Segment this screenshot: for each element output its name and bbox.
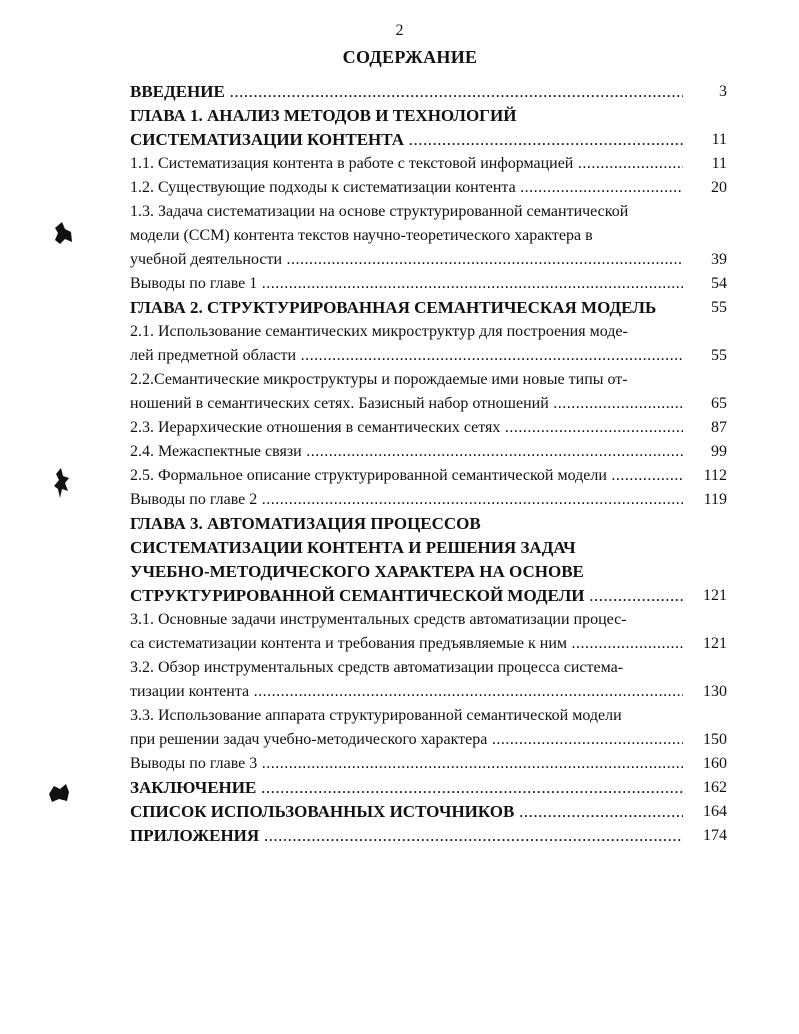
toc-entry	[130, 464, 727, 488]
toc-page-number: 99	[711, 443, 727, 460]
toc-entry	[130, 824, 727, 848]
toc-entry-text	[130, 176, 683, 200]
toc-entry-line: УЧЕБНО-МЕТОДИЧЕСКОГО ХАРАКТЕРА НА ОСНОВЕ	[130, 562, 584, 581]
toc-page-number: 164	[703, 803, 727, 820]
toc-entry-line: ГЛАВА 1. АНАЛИЗ МЕТОДОВ И ТЕХНОЛОГИЙ	[130, 106, 517, 125]
toc-entry-line: модели (ССМ) контента текстов научно-теоретического характера в	[130, 227, 593, 244]
toc-entry-text	[130, 152, 683, 176]
toc-entry-line: Выводы по главе 2 .....	[130, 488, 683, 512]
toc-entry-text	[130, 320, 683, 368]
toc-entry-line: ВВЕДЕНИЕ .....	[130, 80, 683, 104]
toc-entry-line: ЗАКЛЮЧЕНИЕ .....	[130, 776, 683, 800]
toc-entry-line: СТРУКТУРИРОВАННОЙ СЕМАНТИЧЕСКОЙ МОДЕЛИ .....	[130, 584, 683, 608]
toc-entry-text	[130, 824, 683, 848]
toc-entry-line: 2.2.Семантические микроструктуры и порождаемые ими новые типы от-	[130, 371, 628, 388]
toc-page-number: 11	[711, 131, 727, 148]
toc-page-number: 174	[703, 827, 727, 844]
toc-entry	[130, 440, 727, 464]
toc-entry	[130, 776, 727, 800]
toc-entry-text	[130, 416, 683, 440]
toc-entry-text	[130, 752, 683, 776]
toc-entry	[130, 200, 727, 272]
toc-entry	[130, 296, 727, 320]
toc-entry-line: 2.4. Межаспектные связи .....	[130, 440, 683, 464]
toc-page-number: 112	[703, 467, 727, 484]
toc-entry-line: Выводы по главе 1 .....	[130, 272, 683, 296]
toc-entry-text	[130, 704, 683, 752]
toc-page-number: 121	[703, 587, 727, 604]
toc-entry-line: ГЛАВА 2. СТРУКТУРИРОВАННАЯ СЕМАНТИЧЕСКАЯ МОДЕЛЬ	[130, 298, 657, 317]
toc-entry-line: СПИСОК ИСПОЛЬЗОВАННЫХ ИСТОЧНИКОВ .....	[130, 800, 683, 824]
toc-entry	[130, 320, 727, 368]
toc-page-number: 55	[711, 299, 727, 316]
toc-entry-text	[130, 512, 683, 608]
toc-page-number: 20	[711, 179, 727, 196]
toc-page-number: 160	[703, 755, 727, 772]
toc-entry-line: лей предметной области .....	[130, 344, 683, 368]
toc-entry-line: са систематизации контента и требования предъявляемые к ним .....	[130, 632, 683, 656]
toc-entry-line: СИСТЕМАТИЗАЦИИ КОНТЕНТА .....	[130, 128, 683, 152]
toc-entry-text	[130, 296, 683, 320]
toc-entry-line: при решении задач учебно-методического характера .....	[130, 728, 683, 752]
toc-entry-line: ношений в семантических сетях. Базисный набор отношений .....	[130, 392, 683, 416]
toc-title: СОДЕРЖАНИЕ	[342, 47, 478, 67]
toc-page-number: 39	[711, 251, 727, 268]
toc-entry	[130, 488, 727, 512]
toc-page-number: 54	[711, 275, 727, 292]
toc-entry-line: Выводы по главе 3 .....	[130, 752, 683, 776]
toc-entry-text	[130, 104, 683, 152]
toc-entry	[130, 800, 727, 824]
toc-entry-line: 3.3. Использование аппарата структурированной семантической модели	[130, 707, 622, 724]
scan-artifact-mark	[52, 220, 74, 246]
toc-page-number: 162	[703, 779, 727, 796]
toc-entry-line: учебной деятельности .....	[130, 248, 683, 272]
toc-entry-text	[130, 440, 683, 464]
toc-entry-line: 1.1. Систематизация контента в работе с текстовой информацией .....	[130, 152, 683, 176]
toc-entry-line: ГЛАВА 3. АВТОМАТИЗАЦИЯ ПРОЦЕССОВ	[130, 514, 481, 533]
toc-entry	[130, 152, 727, 176]
toc-entry	[130, 80, 727, 104]
toc-entry-line: 3.2. Обзор инструментальных средств автоматизации процесса система-	[130, 659, 624, 676]
toc-entry	[130, 176, 727, 200]
toc-entry-text	[130, 272, 683, 296]
toc-entry-line: СИСТЕМАТИЗАЦИИ КОНТЕНТА И РЕШЕНИЯ ЗАДАЧ	[130, 538, 576, 557]
toc-page-number: 87	[711, 419, 727, 436]
toc-entry-line: 2.1. Использование семантических микроструктур для построения моде-	[130, 323, 628, 340]
toc-entry-line: 3.1. Основные задачи инструментальных средств автоматизации процес-	[130, 611, 627, 628]
toc-entry	[130, 272, 727, 296]
toc-entry-text	[130, 488, 683, 512]
toc-page-number: 65	[711, 395, 727, 412]
toc-page-number: 3	[719, 83, 727, 100]
toc-entry	[130, 752, 727, 776]
toc-entry	[130, 104, 727, 152]
toc-entry-line: 2.3. Иерархические отношения в семантических сетях .....	[130, 416, 683, 440]
toc-entry-line: ПРИЛОЖЕНИЯ .....	[130, 824, 683, 848]
scan-artifact-mark	[46, 782, 72, 804]
scan-artifact-mark	[52, 466, 72, 500]
toc-entry-text	[130, 464, 683, 488]
toc-entry	[130, 368, 727, 416]
toc-entry	[130, 512, 727, 608]
toc-entry-line: 1.2. Существующие подходы к систематизации контента .....	[130, 176, 683, 200]
toc-entry-text	[130, 776, 683, 800]
toc-entry	[130, 656, 727, 704]
toc-entry-line: тизации контента .....	[130, 680, 683, 704]
toc-entry-line: 2.5. Формальное описание структурированной семантической модели .....	[130, 464, 683, 488]
toc-entry	[130, 704, 727, 752]
toc-page-number: 130	[703, 683, 727, 700]
toc-page-number: 119	[703, 491, 727, 508]
toc-entry-text	[130, 800, 683, 824]
toc-entry	[130, 416, 727, 440]
toc-page-number: 150	[703, 731, 727, 748]
toc-entry-line: 1.3. Задача систематизации на основе структурированной семантической	[130, 203, 629, 220]
toc-entry	[130, 608, 727, 656]
toc-page-number: 11	[711, 155, 727, 172]
toc-page-number: 55	[711, 347, 727, 364]
table-of-contents	[130, 80, 727, 848]
page-number: 2	[395, 22, 404, 39]
toc-entry-text	[130, 200, 683, 272]
toc-page-number: 121	[703, 635, 727, 652]
toc-entry-text	[130, 656, 683, 704]
toc-entry-text	[130, 80, 683, 104]
toc-entry-text	[130, 368, 683, 416]
toc-entry-text	[130, 608, 683, 656]
